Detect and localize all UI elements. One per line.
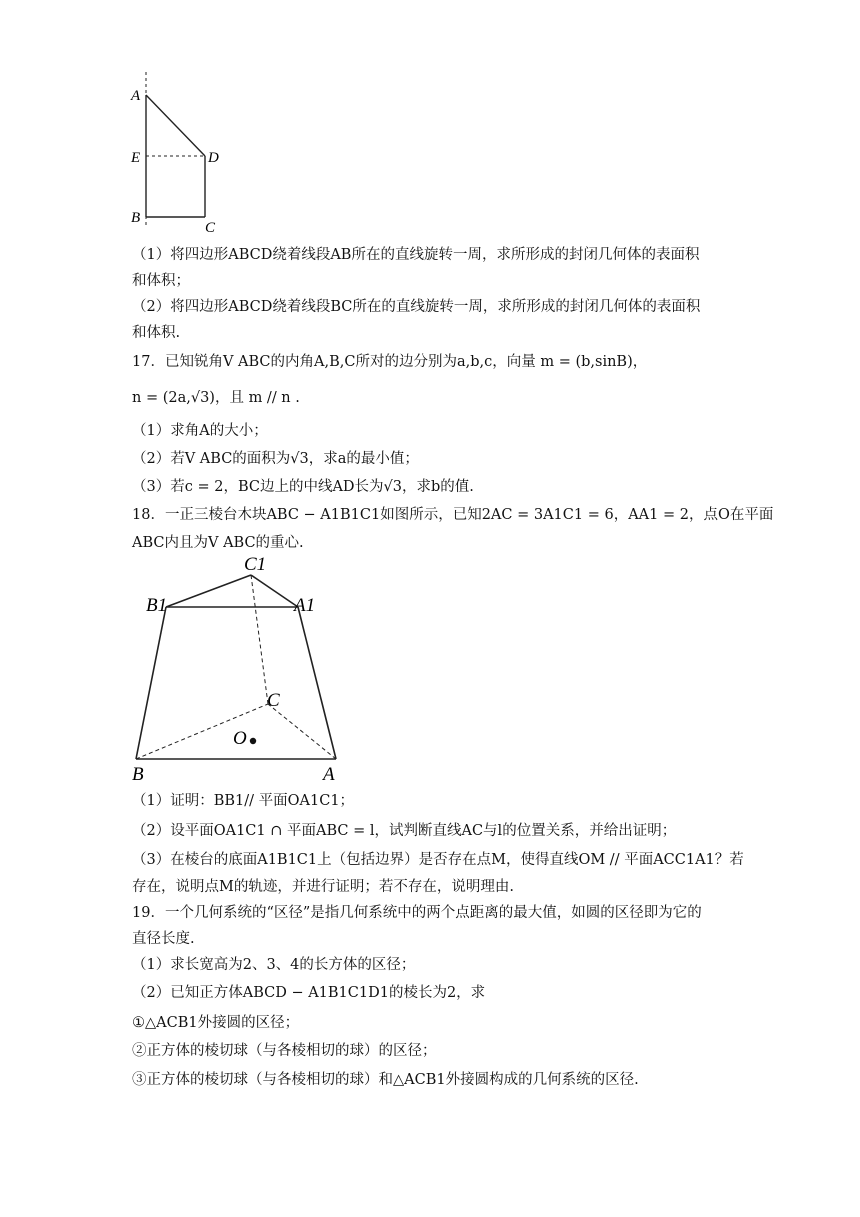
q18-stem-line1: 18．一正三棱台木块ABC − A1B1C1如图所示，已知2AC = 3A1C1 = 6，AA1 = 2，点O在平面: [132, 507, 774, 523]
label-c1: C1: [244, 554, 267, 575]
q18-part3-line2: 存在，说明点M的轨迹，并进行证明；若不存在，说明理由.: [132, 879, 514, 895]
q19-sub3: ③正方体的棱切球（与各棱相切的球）和△ACB1外接圆构成的几何系统的区径.: [132, 1072, 639, 1088]
q19-stem-line2: 直径长度.: [132, 931, 195, 947]
label-c: C: [267, 690, 280, 711]
q19-part2: （2）已知正方体ABCD − A1B1C1D1的棱长为2，求: [132, 985, 486, 1001]
q18-part2: （2）设平面OA1C1 ∩ 平面ABC = l，试判断直线AC与l的位置关系，并给出证明；: [132, 823, 677, 839]
q16-part1-line1: （1）将四边形ABCD绕着线段AB所在的直线旋转一周，求所形成的封闭几何体的表面积: [132, 247, 700, 263]
q17-stem-line1: 17．已知锐角V ABC的内角A,B,C所对的边分别为a,b,c，向量 m = (b,sinB)，: [132, 354, 648, 370]
label-a: A: [131, 88, 141, 104]
edge-ad: [146, 95, 205, 156]
q19-sub1: ①△ACB1外接圆的区径；: [132, 1015, 300, 1031]
q19-stem-line1: 19．一个几何系统的“区径”是指几何系统中的两个点距离的最大值，如圆的区径即为它的: [132, 905, 702, 921]
q18-stem-line2: ABC内且为V ABC的重心.: [132, 535, 304, 551]
edge-bb1: [136, 607, 166, 759]
edge-b1c1: [166, 575, 251, 607]
edge-a1c1: [251, 575, 298, 607]
label-d: D: [208, 150, 219, 166]
q17-stem-line2: n = (2a,√3)，且 m // n .: [132, 390, 300, 406]
q16-part2-line2: 和体积.: [132, 325, 181, 341]
label-a: A: [323, 764, 335, 784]
edge-bc-hidden: [136, 704, 268, 759]
q18-part3-line1: （3）在棱台的底面A1B1C1上（包括边界）是否存在点M，使得直线OM // 平面ACC1A1？若: [132, 852, 744, 868]
label-e: E: [131, 150, 141, 166]
q16-part2-line1: （2）将四边形ABCD绕着线段BC所在的直线旋转一周，求所形成的封闭几何体的表面积: [132, 299, 701, 315]
q18-part1: （1）证明：BB1// 平面OA1C1；: [132, 793, 355, 809]
edge-aa1: [298, 607, 336, 759]
edge-ac-hidden: [268, 704, 336, 759]
label-a1: A1: [294, 595, 316, 616]
label-o: O: [233, 728, 247, 749]
point-o: [250, 738, 256, 744]
figure-quadrilateral-abcd: [125, 70, 235, 235]
q17-part3: （3）若c = 2，BC边上的中线AD长为√3，求b的值.: [132, 479, 474, 495]
label-b: B: [131, 210, 141, 226]
q17-part2: （2）若V ABC的面积为√3，求a的最小值；: [132, 451, 419, 467]
edge-cc1-hidden: [251, 575, 268, 704]
q19-sub2: ②正方体的棱切球（与各棱相切的球）的区径；: [132, 1043, 437, 1059]
label-b: B: [132, 764, 144, 784]
q17-part1: （1）求角A的大小；: [132, 423, 268, 439]
label-b1: B1: [146, 595, 168, 616]
figure-frustum: [128, 552, 358, 784]
label-c: C: [205, 220, 216, 235]
q19-part1: （1）求长宽高为2、3、4的长方体的区径；: [132, 957, 416, 973]
q16-part1-line2: 和体积；: [132, 273, 190, 289]
